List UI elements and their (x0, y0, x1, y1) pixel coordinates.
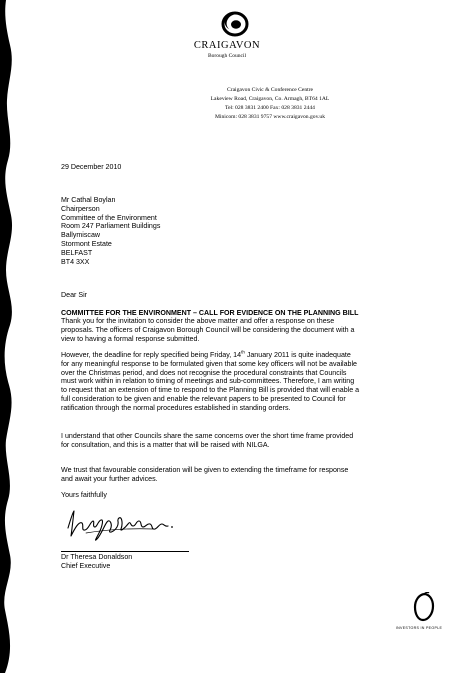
recipient-line: BELFAST (61, 248, 93, 257)
paragraph-line: to request that an extension of time to respond to the Planning Bill is provided that will enable a (61, 386, 360, 395)
paragraph-line: for any meaningful response to be formulated given that some key officers will not be available (61, 359, 358, 368)
paragraph-line: I understand that other Councils share the same concerns over the short time frame provided (61, 432, 354, 440)
recipient-line: Committee of the Environment (61, 213, 157, 222)
letter-date: 29 December 2010 (61, 163, 122, 171)
paragraph-line: and await your further advices. (61, 474, 158, 483)
paragraph-4 (61, 466, 416, 484)
paragraph-1 (61, 317, 416, 343)
contact-line-phone: Tel: 028 3831 2400 Fax: 028 3831 2444 (225, 105, 315, 111)
paragraph-line: full consideration to be given and enable the relevant papers to be presented to Council for (61, 394, 346, 403)
org-name: CRAIGAVON (193, 40, 261, 51)
recipient-line: BT4 3XX (61, 257, 90, 266)
paragraph-line: We trust that favourable consideration will be given to extending the timeframe for response (61, 466, 349, 474)
paragraph-line: for consultation, and this is a matter that will be raised with NILGA. (61, 440, 270, 449)
paragraph-line: view to having a formal response submitted. (61, 334, 200, 343)
recipient-line: Chairperson (61, 204, 100, 213)
paragraph-3 (61, 432, 416, 450)
contact-line-web: Minicom: 028 3831 9757 www.craigavon.gov.uk (214, 114, 326, 120)
paragraph-line (61, 351, 416, 360)
signer-block (61, 553, 416, 571)
recipient-line: Stormont Estate (61, 239, 112, 248)
deadline-text-pre: However, the deadline for reply specified being Friday, 14 (61, 351, 242, 359)
salutation: Dear Sir (61, 291, 88, 299)
craigavon-logo-icon (220, 10, 250, 38)
signature-line (61, 551, 189, 552)
recipient-address (61, 196, 416, 266)
address-line-2: Lakeview Road, Craigavon, Co. Armagh, BT64 1AL (210, 96, 330, 102)
org-subtitle: Borough Council (207, 53, 247, 59)
paragraph-line: proposals. The officers of Craigavon Borough Council will be considering the document with a (61, 325, 355, 334)
signer-name: Dr Theresa Donaldson (61, 553, 133, 561)
deadline-text-post: January 2011 is quite inadequate (244, 351, 351, 359)
paragraph-line: Thank you for the invitation to consider the above matter and offer a response on these (61, 317, 335, 325)
recipient-line: Ballymiscaw (61, 231, 101, 240)
seal-caption: INVESTORS IN PEOPLE (395, 626, 443, 630)
recipient-line: Room 247 Parliament Buildings (61, 222, 161, 231)
page-edge-shadow (0, 0, 22, 673)
investors-in-people-seal-icon (412, 592, 436, 624)
recipient-line: Mr Cathal Boylan (61, 196, 116, 204)
signer-title: Chief Executive (61, 561, 111, 570)
address-line-1: Craigavon Civic & Conference Centre (226, 87, 314, 93)
paragraph-2 (61, 351, 416, 413)
paragraph-line: must work within in relation to timing of meetings and sub-committees. Therefore, I am writing (61, 377, 355, 386)
paragraph-line: ratification through the normal procedures established in standing orders. (61, 403, 291, 412)
ordinal-suffix: th (241, 349, 245, 355)
handwritten-signature (64, 502, 182, 546)
paragraph-line: over the Christmas period, and does not recognise the procedural constraints that Councils (61, 368, 347, 377)
closing: Yours faithfully (61, 491, 107, 499)
letter-subject: COMMITTEE FOR THE ENVIRONMENT – CALL FOR EVIDENCE ON THE PLANNING BILL (61, 309, 359, 317)
